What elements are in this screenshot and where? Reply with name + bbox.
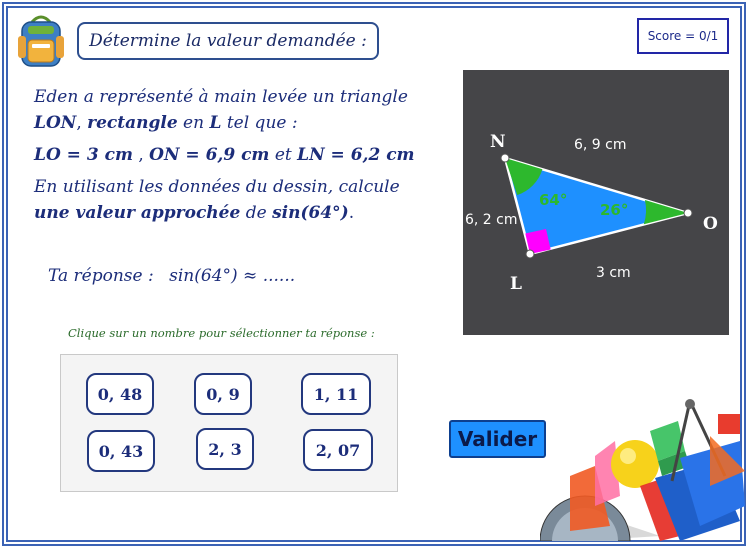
side-lo-label: 3 cm	[596, 265, 631, 281]
statement-line-2: LON, rectangle en L tel que :	[34, 113, 298, 133]
validate-button[interactable]: Valider	[449, 420, 546, 458]
vertex-o-label: O	[703, 214, 718, 234]
choice-button-2[interactable]: 0, 9	[194, 373, 252, 415]
problem-statement	[34, 84, 454, 226]
vertex-l-point	[526, 250, 534, 258]
triangle-name: LON	[34, 113, 77, 133]
rectangle-word: rectangle	[87, 113, 178, 133]
angle-n-label: 64°	[539, 191, 568, 209]
vertex-o-point	[684, 209, 692, 217]
angle-o-label: 26°	[600, 201, 629, 219]
statement-line-5: une valeur approchée de sin(64°).	[34, 203, 355, 223]
statement-equations: LO = 3 cm , ON = 6,9 cm et LN = 6,2 cm	[34, 145, 415, 165]
side-nl-label: 6, 2 cm	[465, 212, 518, 228]
choice-button-3[interactable]: 1, 11	[301, 373, 371, 415]
vertex-l-label: L	[510, 274, 522, 294]
backpack-icon	[16, 14, 66, 68]
vertex-n-point	[501, 154, 509, 162]
selection-hint: Clique sur un nombre pour sélectionner ta réponse :	[68, 326, 375, 340]
side-no-label: 6, 9 cm	[574, 137, 627, 153]
equation-on: ON = 6,9 cm	[149, 145, 270, 165]
geometry-tools-illustration	[540, 396, 745, 541]
answer-expression: sin(64°) ≈ ......	[169, 266, 296, 286]
choice-button-1[interactable]: 0, 48	[86, 373, 154, 415]
choice-button-5[interactable]: 2, 3	[196, 428, 254, 470]
equation-ln: LN = 6,2 cm	[297, 145, 415, 165]
statement-line-4: En utilisant les données du dessin, calcule	[34, 177, 400, 197]
task-title: Détermine la valeur demandée :	[77, 22, 379, 60]
statement-line-1: Eden a représenté à main levée un triangle	[34, 87, 408, 107]
vertex-n-label: N	[490, 132, 506, 152]
sin-expression: sin(64°)	[272, 203, 349, 223]
answer-line	[48, 266, 295, 286]
choice-button-4[interactable]: 0, 43	[87, 430, 155, 472]
triangle-figure	[463, 70, 729, 335]
choices-panel	[60, 354, 398, 492]
approx-value-phrase: une valeur approchée	[34, 203, 241, 223]
choice-button-6[interactable]: 2, 07	[303, 429, 373, 471]
answer-label: Ta réponse :	[48, 266, 154, 286]
score-badge: Score = 0/1	[637, 18, 729, 54]
equation-lo: LO = 3 cm	[34, 145, 133, 165]
